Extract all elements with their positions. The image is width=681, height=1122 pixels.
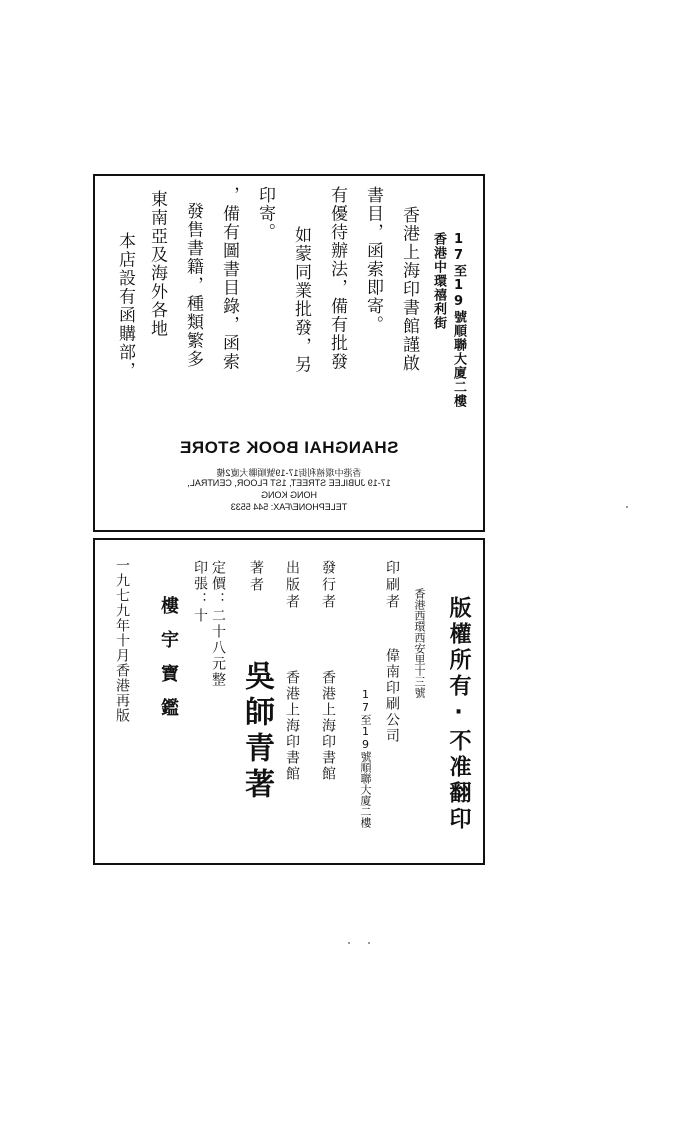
distributor-address: 17至19號順聯大廈二樓 [359,688,372,828]
scan-speck [626,506,628,508]
bookstore-ad-box [93,174,485,532]
author-value: 吳師青著 [239,660,274,804]
ad-col-9: 本店設有函購部， [115,232,135,380]
book-title: 樓宇寶鑑 [158,596,179,732]
ad-col-2: 書目，函索即寄。 [363,186,383,334]
printer-address: 香港西環西安里十三號 [413,588,426,698]
ad-col-3: 有優待辦法，備有批發 [327,186,347,371]
printer-label: 印刷者 [384,560,400,611]
colophon-box [93,538,485,865]
author-label: 著者 [248,560,264,594]
scan-speck [368,942,370,944]
ad-address-cn-2: 香港中環禧利街 [431,232,446,330]
copyright-notice: 版權所有·不准翻印 [446,596,471,833]
ad-col-8: 東南亞及海外各地 [147,190,167,338]
ad-col-5: 印寄。 [255,186,275,242]
ad-address-cn: 17至19號順聯大廈二樓 [451,232,466,408]
print-count: 印張：十 [192,560,208,624]
price: 定價：二十八元整 [210,560,226,688]
edition-date: 一九七九年十月香港再版 [114,558,130,723]
store-address-cn-line: 香港中環禧利街17-19號順聯大廈2樓 [216,468,362,478]
printer-value: 偉南印刷公司 [384,648,400,744]
ad-col-4: 如蒙同業批發，另 [291,226,311,374]
publisher-label: 出版者 [284,560,300,611]
store-address-en: 17-19 JUBILEE STREET, 1ST FLOOR, CENTRAL, [187,478,391,488]
scan-speck [348,942,350,944]
store-name-en: SHANGHAI BOOK STORE [179,438,399,457]
ad-col-7: 發售書籍，種類繁多 [183,202,203,369]
ad-col-6: ，備有圖書目錄，函索 [219,186,239,371]
ad-col-1: 香港上海印書館謹啟 [399,206,419,373]
distributor-value: 香港上海印書館 [320,670,336,782]
publisher-value: 香港上海印書館 [284,670,300,782]
store-city-en: HONG KONG [261,490,318,500]
store-phone-en: TELEPHONE/FAX: 544 5533 [230,502,348,512]
distributor-label: 發行者 [320,560,336,611]
